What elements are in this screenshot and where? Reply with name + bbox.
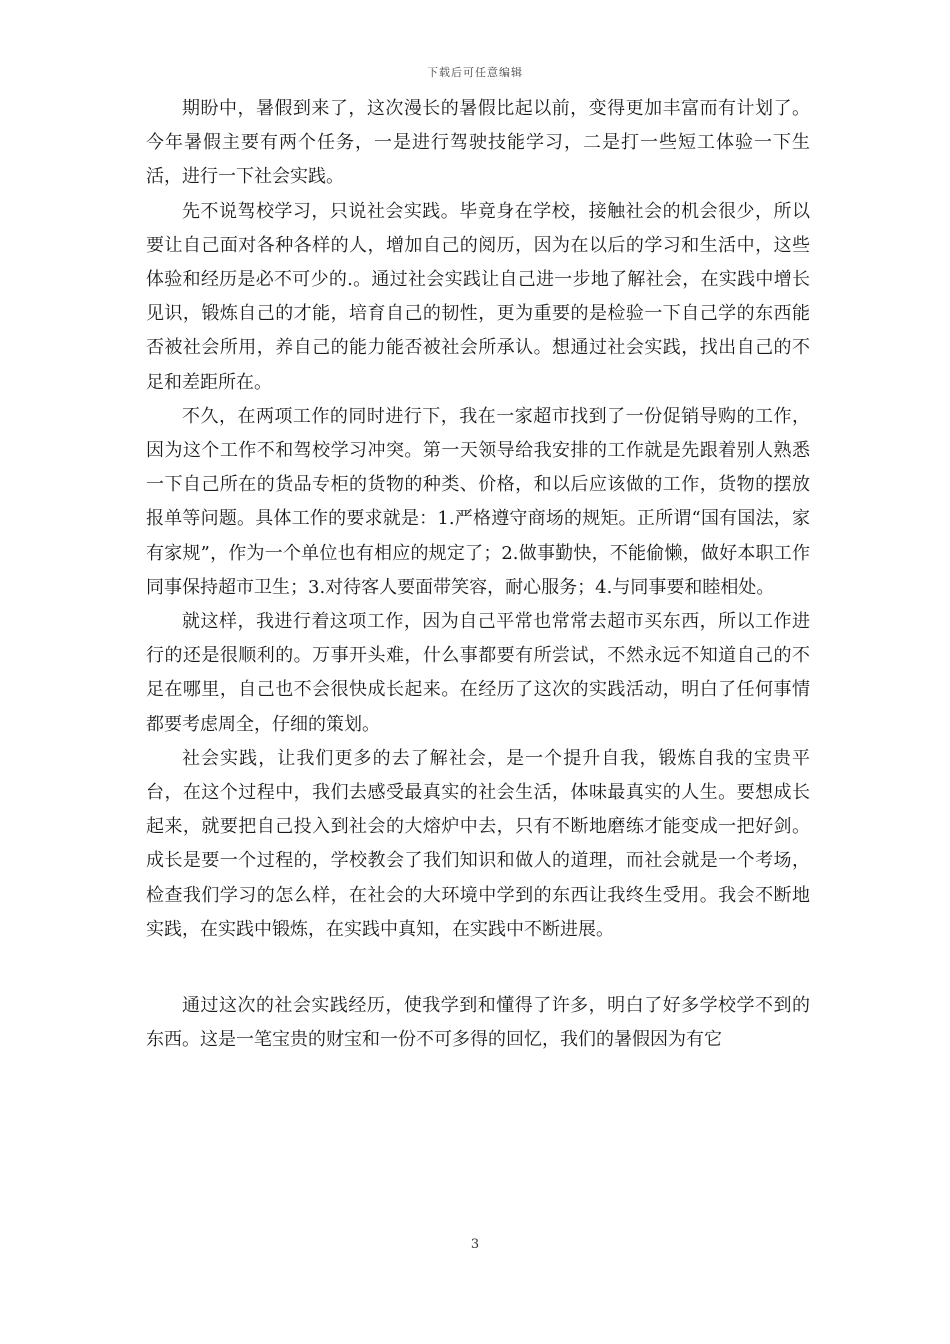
paragraph-3: 不久，在两项工作的同时进行下，我在一家超市找到了一份促销导购的工作，因为这个工作不和驾校学习冲突。第一天领导给我安排的工作就是先跟着别人熟悉一下自己所在的货品专柜的货物的种类、价格，和以后应该做的工作，货物的摆放报单等问题。具体工作的要求就是：1.严格遵守商场的规矩。正所谓“国有国法，家有家规”，作为一个单位也有相应的规定了；2.做事勤快，不能偷懒，做好本职工作同事保持超市卫生；3.对待客人要面带笑容，耐心服务；4.与同事要和睦相处。 <box>146 405 810 598</box>
paragraph-4: 就这样，我进行着这项工作，因为自己平常也常常去超市买东西，所以工作进行的还是很顺利的。万事开头难，什么事都要有所尝试，不然永远不知道自己的不足在哪里，自己也不会很快成长起来。在经历了这次的实践活动，明白了任何事情都要考虑周全，仔细的策划。 <box>146 611 810 735</box>
page-number: 3 <box>470 1237 480 1252</box>
paragraph-2: 先不说驾校学习，只说社会实践。毕竟身在学校，接触社会的机会很少，所以要让自己面对各种各样的人，增加自己的阅历，因为在以后的学习和生活中，这些体验和经历是必不可少的.。通过社会实践让自己进一步地了解社会，在实践中增长见识，锻炼自己的才能，培育自己的韧性，更为重要的是检验一下自己学的东西能否被社会所用，养自己的能力能否被社会所承认。想通过社会实践，找出自己的不足和差距所在。 <box>146 200 810 393</box>
document-body <box>146 92 810 1057</box>
paragraph-spacer <box>146 947 810 989</box>
page-header: 下载后可任意编辑 <box>427 66 523 79</box>
paragraph-1: 期盼中，暑假到来了，这次漫长的暑假比起以前，变得更加丰富而有计划了。今年暑假主要有两个任务，一是进行驾驶技能学习，二是打一些短工体验一下生活，进行一下社会实践。 <box>146 98 810 188</box>
paragraph-6: 通过这次的社会实践经历，使我学到和懂得了许多，明白了好多学校学不到的东西。这是一笔宝贵的财宝和一份不可多得的回忆，我们的暑假因为有它 <box>146 995 810 1051</box>
paragraph-5: 社会实践，让我们更多的去了解社会，是一个提升自我，锻炼自我的宝贵平台，在这个过程中，我们去感受最真实的社会生活，体味最真实的人生。要想成长起来，就要把自己投入到社会的大熔炉中去，只有不断地磨练才能变成一把好剑。成长是要一个过程的，学校教会了我们知识和做人的道理，而社会就是一个考场，检查我们学习的怎么样，在社会的大环境中学到的东西让我终生受用。我会不断地实践，在实践中锻炼，在实践中真知，在实践中不断进展。 <box>146 747 810 940</box>
